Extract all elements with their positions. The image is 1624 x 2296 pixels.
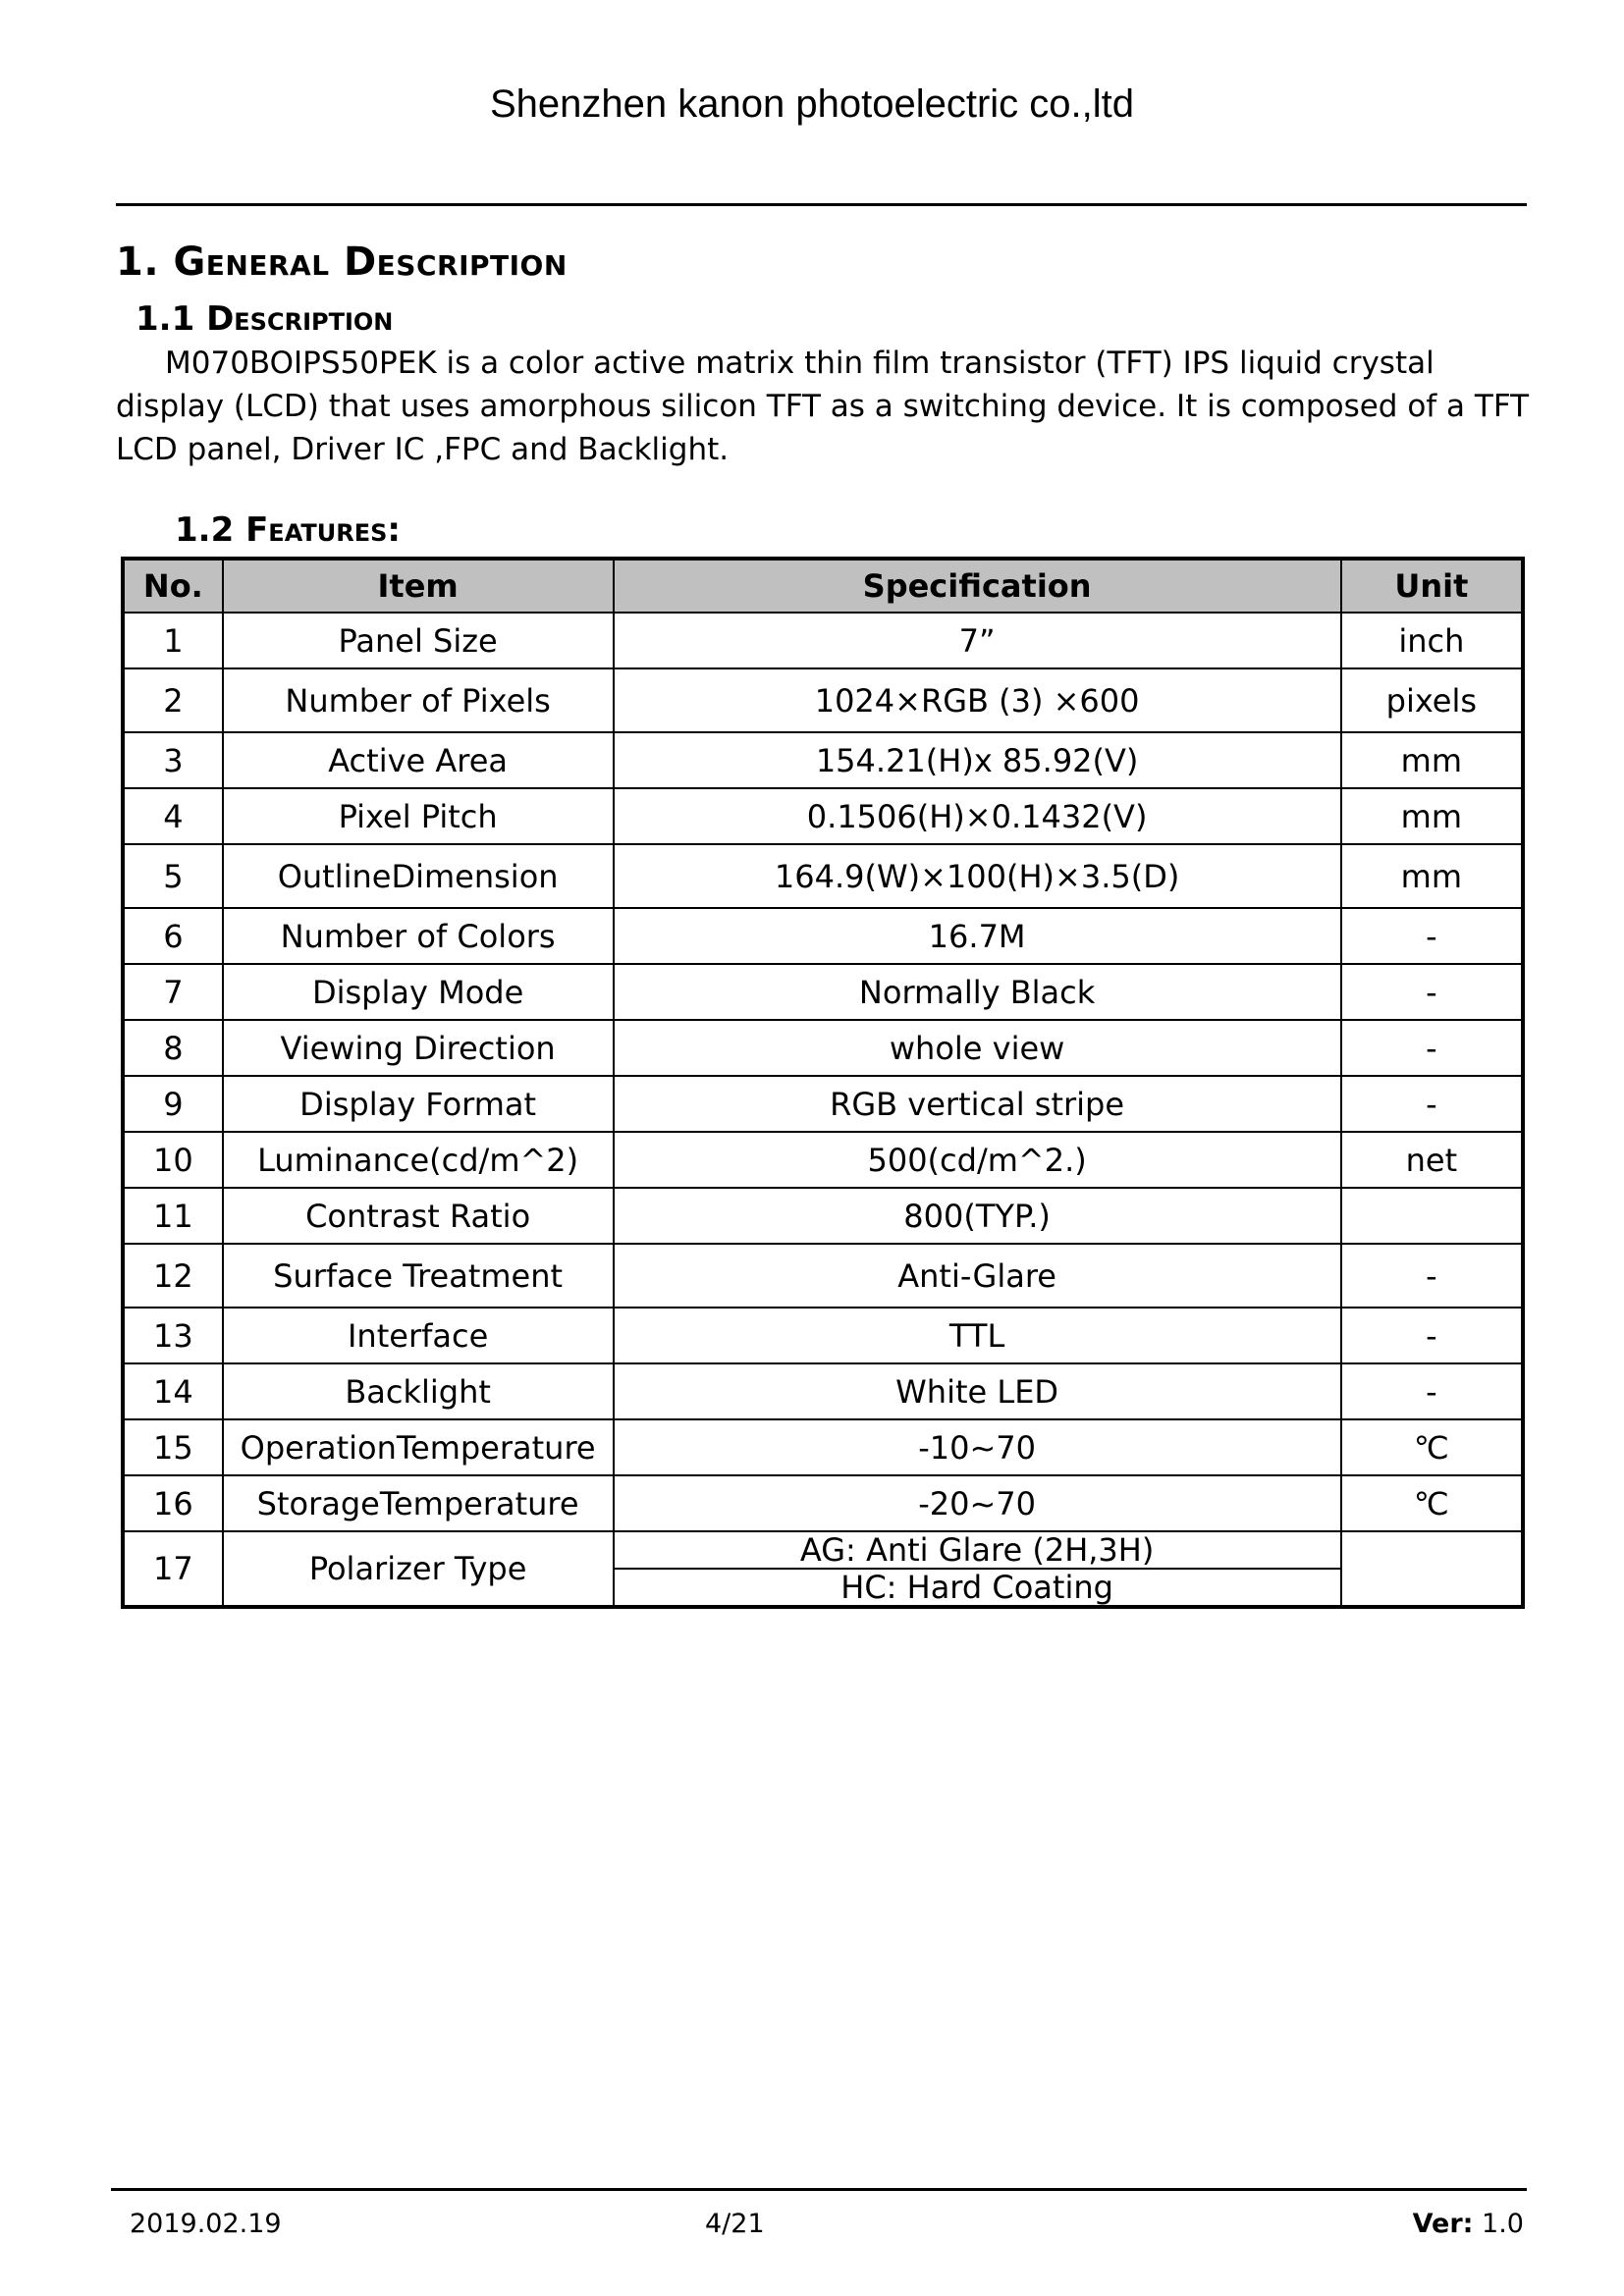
company-name: Shenzhen kanon photoelectric co.,ltd xyxy=(490,82,1134,126)
spec-cell: 500(cd/m^2.) xyxy=(614,1132,1341,1188)
item-cell: OutlineDimension xyxy=(223,844,614,908)
table-row xyxy=(123,788,1523,844)
spec-cell: HC: Hard Coating xyxy=(614,1569,1341,1607)
version-number: 1.0 xyxy=(1482,2209,1524,2239)
item-cell: Viewing Direction xyxy=(223,1020,614,1076)
table-row xyxy=(123,1132,1523,1188)
spec-cell: 800(TYP.) xyxy=(614,1188,1341,1244)
row-number-cell: 12 xyxy=(123,1244,223,1308)
description-heading: 1.1 Description xyxy=(135,299,394,339)
column-header-specification: Specification xyxy=(614,559,1341,613)
unit-cell: mm xyxy=(1341,788,1523,844)
spec-cell: AG: Anti Glare (2H,3H) xyxy=(614,1531,1341,1569)
item-cell: Panel Size xyxy=(223,613,614,668)
spec-cell: 0.1506(H)×0.1432(V) xyxy=(614,788,1341,844)
spec-cell: 154.21(H)x 85.92(V) xyxy=(614,732,1341,788)
table-row xyxy=(123,1308,1523,1363)
item-cell: Luminance(cd/m^2) xyxy=(223,1132,614,1188)
row-number-cell: 15 xyxy=(123,1419,223,1475)
item-cell: Pixel Pitch xyxy=(223,788,614,844)
table-row xyxy=(123,1244,1523,1308)
item-cell: OperationTemperature xyxy=(223,1419,614,1475)
unit-cell: - xyxy=(1341,1076,1523,1132)
unit-cell xyxy=(1341,1188,1523,1244)
table-row xyxy=(123,1020,1523,1076)
item-cell: StorageTemperature xyxy=(223,1475,614,1531)
row-number-cell: 2 xyxy=(123,668,223,732)
spec-cell: Normally Black xyxy=(614,964,1341,1020)
unit-cell: inch xyxy=(1341,613,1523,668)
row-number-cell: 7 xyxy=(123,964,223,1020)
description-line: LCD panel, Driver IC ,FPC and Backlight. xyxy=(116,432,730,467)
unit-cell: - xyxy=(1341,908,1523,964)
column-header-item: Item xyxy=(223,559,614,613)
item-cell: Active Area xyxy=(223,732,614,788)
description-line: M070BOIPS50PEK is a color active matrix thin film transistor (TFT) IPS liquid crystal xyxy=(165,346,1435,381)
item-cell: Display Mode xyxy=(223,964,614,1020)
item-cell: Number of Pixels xyxy=(223,668,614,732)
item-cell: Contrast Ratio xyxy=(223,1188,614,1244)
row-number-cell: 1 xyxy=(123,613,223,668)
item-cell: Backlight xyxy=(223,1363,614,1419)
row-number-cell: 8 xyxy=(123,1020,223,1076)
item-cell: Interface xyxy=(223,1308,614,1363)
row-number-cell: 5 xyxy=(123,844,223,908)
table-row xyxy=(123,1076,1523,1132)
spec-cell: whole view xyxy=(614,1020,1341,1076)
spec-cell: 1024×RGB (3) ×600 xyxy=(614,668,1341,732)
row-number-cell: 16 xyxy=(123,1475,223,1531)
spec-cell: -10~70 xyxy=(614,1419,1341,1475)
unit-cell: mm xyxy=(1341,732,1523,788)
spec-cell: White LED xyxy=(614,1363,1341,1419)
row-number-cell: 17 xyxy=(123,1531,223,1607)
table-row xyxy=(123,964,1523,1020)
item-cell: Display Format xyxy=(223,1076,614,1132)
version-label: Ver: xyxy=(1412,2209,1474,2239)
table-row xyxy=(123,1531,1523,1569)
table-row xyxy=(123,1363,1523,1419)
spec-cell: Anti-Glare xyxy=(614,1244,1341,1308)
unit-cell: - xyxy=(1341,964,1523,1020)
unit-cell xyxy=(1341,1531,1523,1607)
spec-cell: TTL xyxy=(614,1308,1341,1363)
features-table xyxy=(121,557,1525,1609)
unit-cell: - xyxy=(1341,1020,1523,1076)
footer-rule xyxy=(111,2188,1527,2191)
table-row xyxy=(123,1475,1523,1531)
row-number-cell: 13 xyxy=(123,1308,223,1363)
footer-version xyxy=(1413,2209,1524,2239)
table-row xyxy=(123,844,1523,908)
row-number-cell: 14 xyxy=(123,1363,223,1419)
unit-cell: - xyxy=(1341,1244,1523,1308)
spec-cell: RGB vertical stripe xyxy=(614,1076,1341,1132)
unit-cell: ℃ xyxy=(1341,1419,1523,1475)
header-rule xyxy=(116,203,1527,206)
spec-cell: -20~70 xyxy=(614,1475,1341,1531)
table-row xyxy=(123,908,1523,964)
item-cell: Surface Treatment xyxy=(223,1244,614,1308)
footer-date: 2019.02.19 xyxy=(130,2209,282,2239)
table-row xyxy=(123,613,1523,668)
item-cell: Number of Colors xyxy=(223,908,614,964)
footer-page-number: 4/21 xyxy=(705,2209,765,2239)
description-paragraph xyxy=(116,342,1530,471)
row-number-cell: 4 xyxy=(123,788,223,844)
section-title: 1. General Description xyxy=(116,240,568,285)
row-number-cell: 11 xyxy=(123,1188,223,1244)
table-header-row xyxy=(123,559,1523,613)
column-header-unit: Unit xyxy=(1341,559,1523,613)
unit-cell: ℃ xyxy=(1341,1475,1523,1531)
row-number-cell: 10 xyxy=(123,1132,223,1188)
row-number-cell: 3 xyxy=(123,732,223,788)
unit-cell: - xyxy=(1341,1363,1523,1419)
unit-cell: mm xyxy=(1341,844,1523,908)
spec-cell: 16.7M xyxy=(614,908,1341,964)
features-heading: 1.2 Features: xyxy=(175,510,402,550)
table-row xyxy=(123,668,1523,732)
table-row xyxy=(123,1188,1523,1244)
unit-cell: net xyxy=(1341,1132,1523,1188)
table-row xyxy=(123,1419,1523,1475)
column-header-no: No. xyxy=(123,559,223,613)
unit-cell: - xyxy=(1341,1308,1523,1363)
table-row xyxy=(123,732,1523,788)
row-number-cell: 9 xyxy=(123,1076,223,1132)
description-line: display (LCD) that uses amorphous silicon TFT as a switching device. It is composed of a TFT xyxy=(116,389,1530,424)
spec-cell: 7” xyxy=(614,613,1341,668)
row-number-cell: 6 xyxy=(123,908,223,964)
item-cell: Polarizer Type xyxy=(223,1531,614,1607)
spec-cell: 164.9(W)×100(H)×3.5(D) xyxy=(614,844,1341,908)
unit-cell: pixels xyxy=(1341,668,1523,732)
